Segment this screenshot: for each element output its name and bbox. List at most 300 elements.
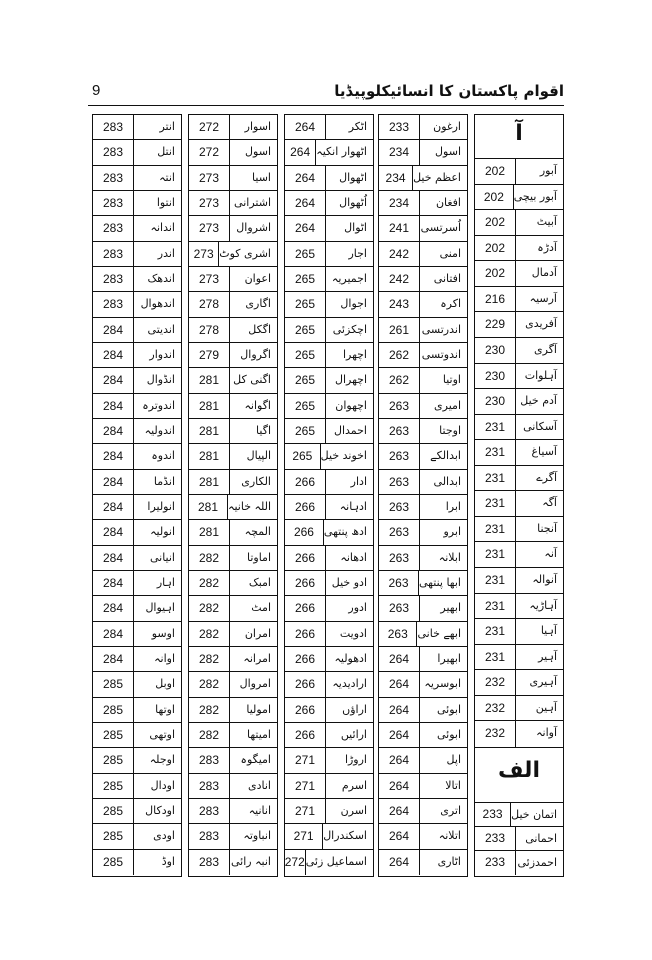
entry-page: 271 <box>285 748 326 772</box>
entry-name: آگرے <box>536 470 557 484</box>
entry-name: آنوالہ <box>532 573 557 587</box>
index-entry <box>285 774 373 799</box>
entry-name: ادہانہ <box>339 500 367 513</box>
entry-name: افغان <box>435 196 461 209</box>
index-entry <box>93 343 181 368</box>
entry-name: انباوتہ <box>243 829 271 843</box>
entry-name: اندوہ <box>151 449 175 463</box>
index-entry <box>189 622 277 647</box>
entry-page: 264 <box>285 166 326 190</box>
index-entry <box>93 672 181 697</box>
entry-name: ابرا <box>445 500 461 513</box>
entry-page: 266 <box>285 723 326 747</box>
entry-name: انولیہ <box>150 525 175 539</box>
entry-name: امیتھا <box>246 728 271 741</box>
index-entry <box>475 210 563 236</box>
index-entry <box>93 191 181 216</box>
entry-page: 282 <box>189 672 230 696</box>
index-entry <box>189 140 277 165</box>
entry-page: 284 <box>93 546 134 570</box>
entry-name: آہیا <box>540 624 557 638</box>
entry-page: 266 <box>285 546 326 570</box>
entry-page: 282 <box>189 571 230 595</box>
entry-page: 230 <box>475 389 516 414</box>
entry-page: 285 <box>93 774 134 798</box>
index-entry <box>379 850 467 875</box>
entry-name: اچھرا <box>342 348 367 361</box>
index-entry <box>475 517 563 543</box>
index-entry <box>93 799 181 824</box>
entry-page: 273 <box>189 216 230 240</box>
index-entry <box>379 799 467 824</box>
index-entry <box>189 520 277 545</box>
entry-name: اشری کوٹ <box>219 246 271 260</box>
page-number: 9 <box>92 82 101 99</box>
entry-page: 279 <box>189 343 230 367</box>
entry-name: اوانہ <box>154 652 175 665</box>
entry-name: امٹ <box>251 601 271 615</box>
entry-name: آگہ <box>542 496 557 510</box>
letter-alif: الف <box>497 758 540 783</box>
entry-page: 230 <box>475 338 516 363</box>
index-entry <box>379 698 467 723</box>
entry-page: 264 <box>379 723 420 747</box>
entry-page: 266 <box>285 647 326 671</box>
index-entry <box>285 672 373 697</box>
index-entry <box>93 140 181 165</box>
entry-page: 231 <box>475 542 516 567</box>
entry-page: 231 <box>475 619 516 644</box>
entry-page: 263 <box>379 444 420 468</box>
index-entry <box>379 419 467 444</box>
entry-page: 232 <box>475 721 516 747</box>
entry-name: اسرم <box>341 778 367 792</box>
entry-name: اخوند خیل <box>320 449 367 463</box>
entry-name: ابرو <box>443 525 461 539</box>
index-entry <box>93 166 181 191</box>
entry-page: 284 <box>93 444 134 468</box>
entry-name: امران <box>244 626 271 640</box>
entry-page: 283 <box>93 216 134 240</box>
entry-name: آہیر <box>538 649 557 663</box>
index-entry <box>285 140 373 165</box>
entry-name: آنہ <box>544 547 557 561</box>
entry-name: امنی <box>439 246 461 260</box>
index-entry <box>285 368 373 393</box>
index-entry <box>93 470 181 495</box>
entry-name: اندھک <box>147 272 175 285</box>
entry-name: اُٹھوال <box>339 196 367 209</box>
entry-page: 283 <box>93 292 134 316</box>
entry-name: امروال <box>239 677 271 691</box>
index-entry <box>93 267 181 292</box>
entry-name: آفریدی <box>525 317 557 331</box>
entry-name: انتہ <box>159 170 175 184</box>
index-entry <box>189 495 277 520</box>
entry-name: اوبل <box>155 677 175 691</box>
index-entry <box>285 343 373 368</box>
entry-page: 263 <box>379 546 420 570</box>
entry-page: 264 <box>379 850 420 875</box>
entry-name: اراؤں <box>342 702 367 716</box>
index-entry <box>285 622 373 647</box>
index-entry <box>93 546 181 571</box>
entry-page: 282 <box>189 546 230 570</box>
entry-page: 272 <box>285 850 306 875</box>
index-entry <box>93 824 181 849</box>
index-entry <box>285 166 373 191</box>
index-entry <box>189 647 277 672</box>
index-entry <box>379 596 467 621</box>
entry-name: اتری <box>440 804 461 817</box>
index-entry <box>93 419 181 444</box>
entry-page: 271 <box>285 774 326 798</box>
index-entry <box>379 267 467 292</box>
index-entry <box>475 594 563 620</box>
entry-name: اندانہ <box>150 221 175 235</box>
entry-name: ادھانہ <box>340 550 367 564</box>
entry-page: 202 <box>475 236 516 261</box>
entry-name: ابھیر <box>440 601 461 615</box>
entry-page: 264 <box>379 698 420 722</box>
entry-name: اروڑا <box>344 753 367 767</box>
entry-page: 231 <box>475 517 516 542</box>
entry-name: اوڈ <box>161 854 175 868</box>
entry-page: 264 <box>379 799 420 823</box>
entry-name: انیانی <box>149 550 175 564</box>
index-entry <box>189 799 277 824</box>
entry-page: 265 <box>285 394 326 418</box>
entry-page: 262 <box>379 368 420 392</box>
entry-name: اہار <box>156 576 175 589</box>
entry-name: ادور <box>348 601 367 615</box>
index-entry <box>475 185 563 211</box>
index-entry <box>189 774 277 799</box>
entry-page: 281 <box>189 495 228 519</box>
index-entry <box>285 596 373 621</box>
index-entry <box>379 470 467 495</box>
entry-page: 281 <box>189 444 230 468</box>
entry-page: 284 <box>93 495 134 519</box>
entry-page: 266 <box>285 622 326 646</box>
entry-page: 232 <box>475 696 516 721</box>
index-entry <box>285 115 373 140</box>
index-entry <box>285 748 373 773</box>
entry-page: 242 <box>379 267 420 291</box>
entry-name: اُسرتسی <box>420 221 461 235</box>
entry-page: 284 <box>93 571 134 595</box>
entry-page: 263 <box>379 622 417 646</box>
entry-name: اندولیہ <box>144 424 175 437</box>
entry-page: 283 <box>93 166 134 190</box>
index-entry <box>379 647 467 672</box>
entry-name: ابوسریہ <box>424 677 461 691</box>
index-entry <box>189 115 277 140</box>
entry-name: اوسو <box>151 626 175 640</box>
index-entry <box>379 520 467 545</box>
entry-page: 266 <box>285 470 326 494</box>
entry-page: 230 <box>475 364 516 389</box>
index-entry <box>379 368 467 393</box>
index-entry <box>475 542 563 568</box>
entry-page: 282 <box>189 698 230 722</box>
entry-name: آسکانی <box>523 419 557 433</box>
entry-name: انبہ رائی <box>231 854 271 868</box>
entry-name: ابلانہ <box>438 550 461 564</box>
entry-name: المچہ <box>244 525 271 539</box>
entry-name: ابھے خانی <box>417 626 461 640</box>
entry-page: 264 <box>285 216 326 240</box>
header-rule <box>88 105 564 106</box>
entry-page: 202 <box>475 210 516 235</box>
entry-name: اشروال <box>236 221 271 235</box>
entry-name: اندرتسی <box>421 322 461 336</box>
entry-page: 263 <box>379 470 420 494</box>
entry-name: انانیہ <box>248 804 271 817</box>
index-column-3 <box>284 114 374 877</box>
entry-page: 234 <box>379 166 413 190</box>
index-entry <box>93 495 181 520</box>
entry-page: 281 <box>189 470 230 494</box>
entry-page: 282 <box>189 622 230 646</box>
entry-page: 265 <box>285 419 326 443</box>
entry-page: 232 <box>475 670 516 695</box>
entry-page: 266 <box>285 520 324 544</box>
entry-name: آبیٹ <box>536 215 557 229</box>
index-entry <box>93 571 181 596</box>
entry-name: اللہ خانیہ <box>228 500 271 513</box>
index-entry <box>285 824 373 849</box>
entry-page: 231 <box>475 645 516 670</box>
index-entry <box>93 216 181 241</box>
entry-name: آبور <box>539 164 557 177</box>
entry-name: اماوتا <box>246 550 271 564</box>
entry-name: آسیاغ <box>531 445 557 459</box>
index-entry <box>475 287 563 313</box>
entry-name: ارغون <box>433 120 461 133</box>
index-entry <box>379 343 467 368</box>
entry-name: ارائیں <box>340 728 367 741</box>
entry-page: 282 <box>189 596 230 620</box>
index-entry <box>285 799 373 824</box>
entry-page: 273 <box>189 242 219 266</box>
entry-page: 233 <box>475 851 516 875</box>
index-entry <box>475 696 563 722</box>
entry-name: ابدالی <box>433 474 461 488</box>
index-entry <box>189 343 277 368</box>
entry-page: 264 <box>285 191 326 215</box>
entry-name: اتالا <box>445 778 461 792</box>
entry-name: اوتھی <box>149 728 175 741</box>
index-entry <box>379 622 467 647</box>
index-entry <box>93 850 181 875</box>
entry-name: اندوار <box>149 348 175 361</box>
page-title: اقوام پاکستان کا انسائیکلوپیڈیا <box>334 82 564 100</box>
index-entry <box>379 394 467 419</box>
index-entry <box>189 723 277 748</box>
entry-page: 231 <box>475 568 516 593</box>
entry-page: 284 <box>93 647 134 671</box>
entry-name: افتانی <box>433 272 461 285</box>
index-entry <box>189 191 277 216</box>
index-entry <box>379 318 467 343</box>
entry-name: اودکال <box>145 804 175 817</box>
index-entry <box>93 723 181 748</box>
entry-page: 284 <box>93 368 134 392</box>
index-entry <box>93 368 181 393</box>
index-entry <box>189 242 277 267</box>
entry-page: 234 <box>379 140 420 164</box>
letter-heading-alif-madda <box>475 115 563 159</box>
index-entry <box>475 827 563 851</box>
entry-page: 264 <box>379 748 420 772</box>
entry-name: انادی <box>248 778 271 792</box>
entry-page: 202 <box>475 159 516 184</box>
entry-name: اسرن <box>340 804 367 817</box>
entry-page: 284 <box>93 419 134 443</box>
entry-page: 264 <box>285 140 316 164</box>
entry-name: اچکزئی <box>332 322 367 336</box>
index-entry <box>475 568 563 594</box>
entry-name: ابدالکے <box>430 449 461 463</box>
index-entry <box>475 261 563 287</box>
entry-page: 284 <box>93 520 134 544</box>
entry-page: 283 <box>93 191 134 215</box>
entry-page: 283 <box>93 242 134 266</box>
entry-name: اٹھوال <box>339 170 367 184</box>
entry-page: 284 <box>93 394 134 418</box>
entry-page: 264 <box>379 647 420 671</box>
entry-name: اسوار <box>244 120 271 133</box>
entry-page: 272 <box>189 115 230 139</box>
entry-page: 202 <box>475 185 514 210</box>
index-entry <box>475 338 563 364</box>
entry-page: 231 <box>475 491 516 516</box>
entry-page: 285 <box>93 799 134 823</box>
index-entry <box>285 850 373 875</box>
entry-page: 284 <box>93 470 134 494</box>
entry-page: 216 <box>475 287 516 312</box>
index-entry <box>189 419 277 444</box>
index-entry <box>93 318 181 343</box>
entry-name: اٹھوار انکیہ <box>316 145 367 159</box>
entry-name: اٹاری <box>437 854 461 868</box>
entry-page: 231 <box>475 440 516 465</box>
index-entry <box>379 191 467 216</box>
entry-name: آرسیہ <box>529 291 557 305</box>
index-entry <box>379 824 467 849</box>
entry-name: اہیوال <box>145 601 175 615</box>
entry-name: ارادیدیہ <box>332 677 367 691</box>
index-entry <box>93 647 181 672</box>
index-entry <box>93 774 181 799</box>
entry-page: 266 <box>285 672 326 696</box>
entry-name: الپیال <box>246 449 271 463</box>
entry-name: ابھا پنتھی <box>419 576 461 589</box>
entry-page: 283 <box>189 850 230 875</box>
entry-name: الکاری <box>241 474 271 488</box>
entry-name: اکرہ <box>440 297 461 311</box>
entry-page: 263 <box>379 394 420 418</box>
entry-page: 233 <box>475 827 516 850</box>
entry-page: 263 <box>379 419 420 443</box>
index-entry <box>379 723 467 748</box>
index-entry <box>475 415 563 441</box>
entry-name: اٹوال <box>344 221 367 235</box>
index-entry <box>189 394 277 419</box>
entry-name: آدمال <box>531 266 557 280</box>
entry-page: 263 <box>379 596 420 620</box>
entry-page: 263 <box>379 495 420 519</box>
entry-page: 229 <box>475 312 516 337</box>
index-entry <box>189 216 277 241</box>
entry-name: ادار <box>350 474 367 488</box>
entry-page: 281 <box>189 419 230 443</box>
index-entry <box>285 318 373 343</box>
index-entry <box>285 546 373 571</box>
entry-name: امیری <box>434 398 461 412</box>
entry-name: امبک <box>248 576 271 589</box>
entry-page: 285 <box>93 850 134 875</box>
entry-page: 265 <box>285 267 326 291</box>
entry-name: اسکندرال <box>323 829 367 843</box>
index-entry <box>189 166 277 191</box>
entry-page: 241 <box>379 216 420 240</box>
entry-name: اگکل <box>248 322 271 336</box>
entry-name: ادھ پنتھی <box>323 525 367 539</box>
entry-page: 266 <box>285 571 326 595</box>
index-entry <box>285 647 373 672</box>
entry-page: 282 <box>189 647 230 671</box>
index-entry <box>379 166 467 191</box>
entry-page: 283 <box>93 140 134 164</box>
index-entry <box>379 748 467 773</box>
index-entry <box>475 851 563 875</box>
entry-name: اعوان <box>244 272 271 285</box>
entry-page: 285 <box>93 824 134 848</box>
entry-page: 283 <box>189 748 230 772</box>
entry-page: 202 <box>475 261 516 286</box>
entry-name: انڈما <box>153 474 175 488</box>
index-entry <box>475 619 563 645</box>
entry-page: 284 <box>93 622 134 646</box>
entry-name: اوتیا <box>442 373 461 387</box>
index-entry <box>285 267 373 292</box>
index-entry <box>93 596 181 621</box>
entry-page: 264 <box>379 824 420 848</box>
index-entry <box>93 444 181 469</box>
entry-name: آہیری <box>529 675 557 689</box>
index-entry <box>93 292 181 317</box>
entry-page: 283 <box>189 799 230 823</box>
entry-page: 284 <box>93 318 134 342</box>
entry-page: 243 <box>379 292 420 316</box>
entry-name: آدڑہ <box>537 240 557 254</box>
entry-name: امیگوہ <box>240 753 271 767</box>
entry-page: 231 <box>475 594 516 619</box>
entry-page: 265 <box>285 242 326 266</box>
entry-name: ادو خیل <box>331 576 367 589</box>
entry-name: انتر <box>159 120 175 133</box>
entry-name: انڈوال <box>146 373 175 387</box>
entry-name: انولیرا <box>147 500 175 513</box>
entry-page: 263 <box>379 571 419 595</box>
entry-page: 263 <box>379 520 420 544</box>
entry-name: اتمان خیل <box>511 808 557 821</box>
index-entry <box>475 466 563 492</box>
index-entry <box>285 191 373 216</box>
index-entry <box>189 546 277 571</box>
